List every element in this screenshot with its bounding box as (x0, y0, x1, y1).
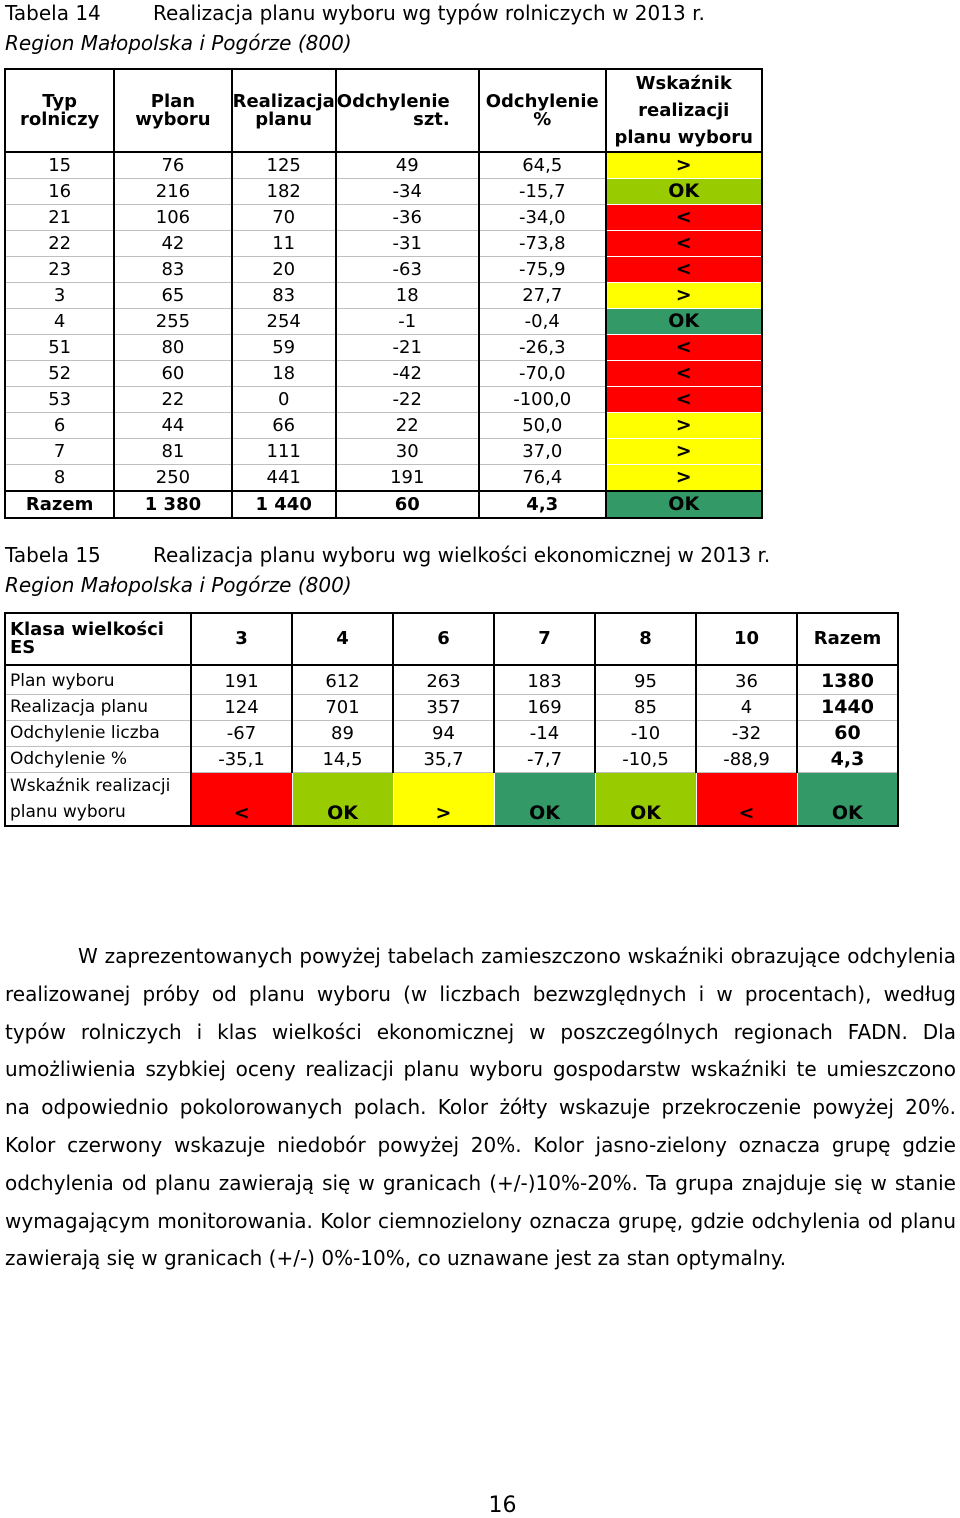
table14-cell-odch-pct: -75,9 (479, 257, 606, 283)
table14-cell-odch-pct: -70,0 (479, 361, 606, 387)
table15-cell: -88,9 (696, 747, 797, 773)
table-row (5, 695, 898, 721)
table14-cell-realizacja: 59 (232, 335, 336, 361)
table14-cell-wskaznik: > (606, 413, 762, 439)
table15-indicator-cell: OK (797, 773, 898, 827)
table15-cell: 85 (595, 695, 696, 721)
table14-cell-wskaznik: > (606, 152, 762, 179)
table15-cell: 612 (292, 665, 393, 695)
table14-cell-odch-pct: 4,3 (479, 491, 606, 518)
table14-cell-typ: 8 (5, 465, 114, 492)
table14-cell-realizacja: 20 (232, 257, 336, 283)
table15-cell: 1380 (797, 665, 898, 695)
table15-row-label: Odchylenie liczba (5, 721, 191, 747)
table14-cell-typ: 4 (5, 309, 114, 335)
table14-cell-typ: 53 (5, 387, 114, 413)
table15-indicator-cell: < (696, 773, 797, 827)
table14-cell-typ: 15 (5, 152, 114, 179)
table15-cell: -32 (696, 721, 797, 747)
table14 (4, 68, 763, 519)
table14-header-wskaznik: Wskaźnik realizacji planu wyboru (606, 69, 762, 152)
table15-cell: 4,3 (797, 747, 898, 773)
table14-cell-wskaznik: < (606, 231, 762, 257)
table14-cell-odch-pct: -0,4 (479, 309, 606, 335)
table15-cell: 701 (292, 695, 393, 721)
table14-caption-number: Tabela 14 (5, 1, 101, 25)
table15-cell: 14,5 (292, 747, 393, 773)
table14-cell-odch-pct: 76,4 (479, 465, 606, 492)
table14-cell-odch-pct: -100,0 (479, 387, 606, 413)
body-paragraph: W zaprezentowanych powyżej tabelach zamieszczono wskaźniki obrazujące odchylenia realizowanej próby od planu wyboru (w liczbach bezwzględnych i w procentach), według typów rolniczych i klas wielkości ekonomicznej w poszczególnych regionach FADN. Dla umożliwienia szybkiej oceny realizacji planu wyboru gospodarstw wskaźniki te umieszczono na odpowiednio pokolorowanych polach. Kolor żółty wskazuje przekroczenie powyżej 20%. Kolor czerwony wskazuje niedobór powyżej 20%. Kolor jasno-zielony oznacza grupę gdzie odchylenia od planu zawierają się w granicach (+/-)10%-20%. Ta grupa znajduje się w stanie wymagającym monitorowania. Kolor ciemnozielony oznacza grupę, gdzie odchylenia od planu zawierają się w granicach (+/-) 0%-10%, co uznawane jest za stan optymalny. (5, 944, 956, 1271)
table14-cell-odch-pct: 37,0 (479, 439, 606, 465)
table14-cell-realizacja: 11 (232, 231, 336, 257)
table15-cell: 1440 (797, 695, 898, 721)
table-row (5, 465, 762, 492)
table15-cell: 357 (393, 695, 494, 721)
table15-caption-number: Tabela 15 (5, 543, 101, 567)
table14-cell-odch-szt: 22 (336, 413, 479, 439)
table14-header-realizacja: Realizacja planu (232, 69, 336, 152)
table14-cell-plan: 250 (114, 465, 231, 492)
table14-cell-plan: 44 (114, 413, 231, 439)
table15-cell: 263 (393, 665, 494, 695)
table14-cell-odch-pct: 64,5 (479, 152, 606, 179)
table15-header-label: Klasa wielkości ES (5, 613, 191, 665)
table14-cell-realizacja: 441 (232, 465, 336, 492)
table14-header-row (5, 69, 762, 152)
table14-cell-odch-szt: 30 (336, 439, 479, 465)
table-row (5, 205, 762, 231)
table15-cell: 4 (696, 695, 797, 721)
table14-cell-realizacja: 18 (232, 361, 336, 387)
table14-cell-odch-pct: 50,0 (479, 413, 606, 439)
table15 (4, 612, 899, 827)
table15-cell: 35,7 (393, 747, 494, 773)
table15-cell: 94 (393, 721, 494, 747)
table14-cell-wskaznik: OK (606, 309, 762, 335)
table15-cell: -67 (191, 721, 292, 747)
table14-body (5, 152, 762, 518)
table15-header-class: 8 (595, 613, 696, 665)
table15-cell: -14 (494, 721, 595, 747)
table-row (5, 361, 762, 387)
table14-header-plan: Plan wyboru (114, 69, 231, 152)
table14-cell-odch-szt: -22 (336, 387, 479, 413)
table-row (5, 335, 762, 361)
table15-header-class: 3 (191, 613, 292, 665)
table14-cell-typ: Razem (5, 491, 114, 518)
table14-cell-realizacja: 70 (232, 205, 336, 231)
table14-cell-plan: 106 (114, 205, 231, 231)
table14-cell-odch-szt: -34 (336, 179, 479, 205)
table14-cell-realizacja: 66 (232, 413, 336, 439)
table14-cell-wskaznik: > (606, 283, 762, 309)
table-row (5, 309, 762, 335)
table15-cell: 36 (696, 665, 797, 695)
table15-indicator-row (5, 773, 898, 827)
table14-cell-odch-pct: -34,0 (479, 205, 606, 231)
table14-caption (5, 0, 705, 26)
table15-indicator-label: Wskaźnik realizacji planu wyboru (5, 773, 191, 827)
table-row (5, 152, 762, 179)
table15-header-class: 4 (292, 613, 393, 665)
table-row (5, 665, 898, 695)
table14-cell-typ: 51 (5, 335, 114, 361)
table14-cell-odch-szt: 60 (336, 491, 479, 518)
table14-cell-typ: 52 (5, 361, 114, 387)
table14-header-odch-pct: Odchylenie % (479, 69, 606, 152)
table15-indicator-cell: OK (292, 773, 393, 827)
table14-caption-title: Realizacja planu wyboru wg typów rolniczych w 2013 r. (153, 1, 705, 25)
table-row (5, 439, 762, 465)
table14-cell-odch-pct: -15,7 (479, 179, 606, 205)
table14-cell-odch-pct: -73,8 (479, 231, 606, 257)
table15-header-class: 6 (393, 613, 494, 665)
page-number: 16 (488, 1493, 517, 1518)
table14-cell-plan: 216 (114, 179, 231, 205)
table14-cell-wskaznik: OK (606, 179, 762, 205)
table15-header-class: 10 (696, 613, 797, 665)
table14-header-typ: Typ rolniczy (5, 69, 114, 152)
table15-indicator-cell: < (191, 773, 292, 827)
table15-region: Region Małopolska i Pogórze (800) (5, 573, 352, 597)
table14-cell-plan: 81 (114, 439, 231, 465)
table14-region: Region Małopolska i Pogórze (800) (5, 31, 352, 55)
table15-cell: 124 (191, 695, 292, 721)
table-row (5, 747, 898, 773)
table15-body (5, 665, 898, 826)
table14-cell-realizacja: 83 (232, 283, 336, 309)
table14-cell-odch-pct: 27,7 (479, 283, 606, 309)
table14-cell-odch-szt: 191 (336, 465, 479, 492)
table14-cell-odch-szt: -1 (336, 309, 479, 335)
table14-cell-wskaznik: > (606, 465, 762, 492)
table14-cell-plan: 76 (114, 152, 231, 179)
table14-cell-typ: 23 (5, 257, 114, 283)
table15-row-label: Odchylenie % (5, 747, 191, 773)
table14-cell-odch-szt: -63 (336, 257, 479, 283)
table-row (5, 387, 762, 413)
table14-cell-odch-szt: 49 (336, 152, 479, 179)
table15-cell: 95 (595, 665, 696, 695)
table14-cell-wskaznik: < (606, 361, 762, 387)
table14-cell-plan: 255 (114, 309, 231, 335)
table14-cell-wskaznik: < (606, 387, 762, 413)
table15-indicator-cell: OK (494, 773, 595, 827)
table14-cell-realizacja: 1 440 (232, 491, 336, 518)
table15-indicator-cell: OK (595, 773, 696, 827)
table15-cell: -35,1 (191, 747, 292, 773)
table14-cell-wskaznik: < (606, 205, 762, 231)
table14-cell-realizacja: 182 (232, 179, 336, 205)
table15-row-label: Plan wyboru (5, 665, 191, 695)
table15-cell: 89 (292, 721, 393, 747)
table15-cell: -10 (595, 721, 696, 747)
table15-cell: 191 (191, 665, 292, 695)
table14-cell-plan: 42 (114, 231, 231, 257)
table15-header-class: Razem (797, 613, 898, 665)
table14-cell-odch-szt: 18 (336, 283, 479, 309)
table14-cell-odch-szt: -36 (336, 205, 479, 231)
table15-header-class: 7 (494, 613, 595, 665)
table14-cell-wskaznik: OK (606, 491, 762, 518)
table14-cell-typ: 16 (5, 179, 114, 205)
table14-cell-realizacja: 125 (232, 152, 336, 179)
table14-cell-odch-pct: -26,3 (479, 335, 606, 361)
table14-cell-odch-szt: -21 (336, 335, 479, 361)
table-row (5, 231, 762, 257)
table14-cell-realizacja: 254 (232, 309, 336, 335)
table15-header-row (5, 613, 898, 665)
table14-cell-typ: 22 (5, 231, 114, 257)
table14-cell-odch-szt: -31 (336, 231, 479, 257)
table15-indicator-cell: > (393, 773, 494, 827)
table14-cell-plan: 1 380 (114, 491, 231, 518)
table14-cell-realizacja: 111 (232, 439, 336, 465)
table14-cell-typ: 21 (5, 205, 114, 231)
table14-cell-realizacja: 0 (232, 387, 336, 413)
table14-cell-plan: 60 (114, 361, 231, 387)
table14-cell-typ: 6 (5, 413, 114, 439)
table14-cell-plan: 22 (114, 387, 231, 413)
table15-cell: 183 (494, 665, 595, 695)
table-row (5, 179, 762, 205)
table-row (5, 257, 762, 283)
table15-cell: 60 (797, 721, 898, 747)
table14-cell-typ: 7 (5, 439, 114, 465)
table14-cell-plan: 65 (114, 283, 231, 309)
table-row (5, 721, 898, 747)
table-row (5, 413, 762, 439)
table15-cell: -10,5 (595, 747, 696, 773)
table15-row-label: Realizacja planu (5, 695, 191, 721)
table15-caption-title: Realizacja planu wyboru wg wielkości ekonomicznej w 2013 r. (153, 543, 771, 567)
table14-cell-wskaznik: < (606, 257, 762, 283)
table14-cell-odch-szt: -42 (336, 361, 479, 387)
table15-cell: -7,7 (494, 747, 595, 773)
table-row (5, 283, 762, 309)
table14-total-row (5, 491, 762, 518)
table14-cell-plan: 80 (114, 335, 231, 361)
table14-cell-plan: 83 (114, 257, 231, 283)
table15-caption (5, 542, 770, 568)
table14-cell-typ: 3 (5, 283, 114, 309)
table14-header-odch-szt: Odchylenie szt. (336, 69, 479, 152)
table14-cell-wskaznik: < (606, 335, 762, 361)
table14-cell-wskaznik: > (606, 439, 762, 465)
table15-cell: 169 (494, 695, 595, 721)
